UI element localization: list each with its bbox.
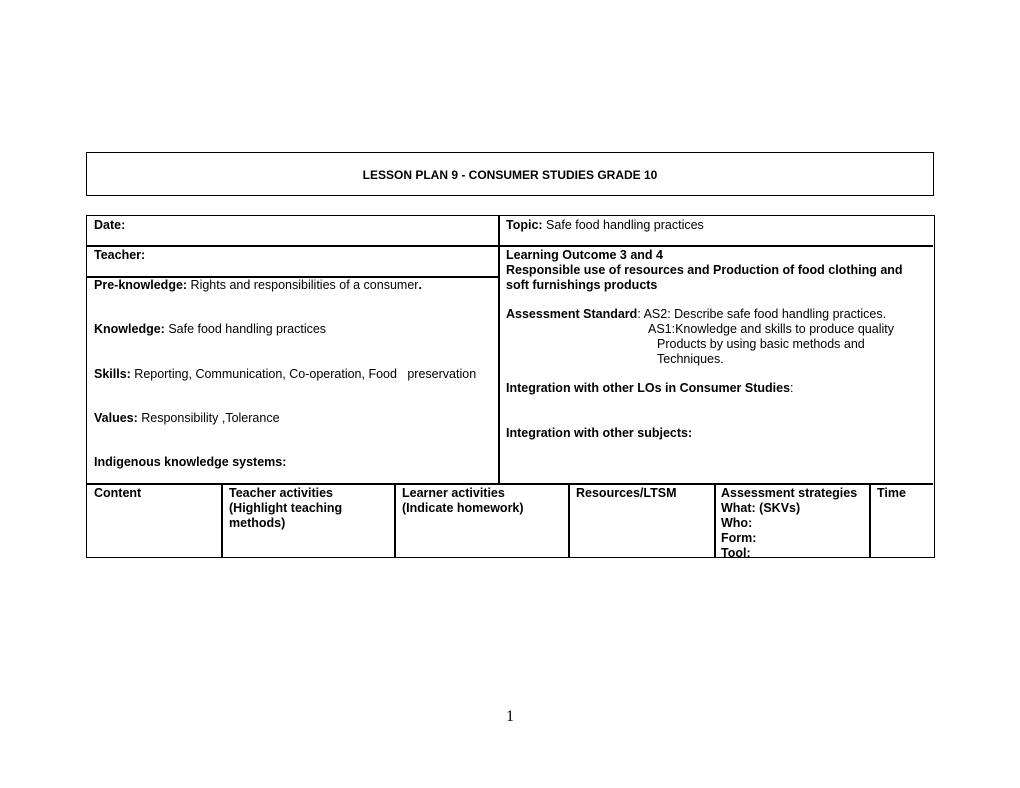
topic-line (506, 218, 704, 233)
skills-label: Skills: (94, 367, 131, 381)
title-box (86, 152, 934, 196)
column-header-learner-line1: Learner activities (402, 486, 505, 500)
integration-lo-colon: : (790, 381, 794, 395)
assessment-standard-line4: Techniques. (657, 352, 724, 366)
values-line (94, 411, 280, 426)
learning-outcome-line2: Responsible use of resources and Production of food clothing and (506, 263, 903, 277)
column-header-resources: Resources/LTSM (576, 486, 677, 500)
topic-value: Safe food handling practices (542, 218, 704, 232)
page-title: LESSON PLAN 9 - CONSUMER STUDIES GRADE 10 (362, 168, 658, 182)
column-header-teacher-line3: methods) (229, 516, 286, 530)
column-header-assessment-line5: Tool: (721, 546, 751, 560)
learning-outcome-line3: soft furnishings products (506, 278, 658, 292)
column-header-time: Time (877, 486, 906, 500)
date-label: Date: (94, 218, 126, 232)
preknowledge-label: Pre-knowledge: (94, 278, 188, 292)
assessment-standard-line3: Products by using basic methods and (657, 337, 865, 351)
knowledge-label: Knowledge: (94, 322, 165, 336)
page-number: 1 (506, 708, 514, 725)
column-header-content: Content (94, 486, 142, 500)
col-divider-1 (221, 484, 223, 557)
skills-value: Reporting, Communication, Co-operation, Food preservation (130, 367, 477, 381)
assessment-standard-as2: : AS2: Describe safe food handling practices. (637, 307, 887, 321)
iks-label: Indigenous knowledge systems: (94, 455, 287, 469)
preknowledge-value: Rights and responsibilities of a consumer (187, 278, 419, 292)
column-header-teacher-line1: Teacher activities (229, 486, 333, 500)
teacher-label: Teacher: (94, 248, 146, 262)
column-header-learner-line2: (Indicate homework) (402, 501, 524, 515)
integration-subjects-label: Integration with other subjects: (506, 426, 693, 440)
column-header-assessment-line3: Who: (721, 516, 753, 530)
preknowledge-end: . (418, 278, 422, 292)
divider-date-row (87, 245, 933, 247)
column-header-assessment-line4: Form: (721, 531, 757, 545)
assessment-standard-line1 (506, 307, 886, 322)
divider-vertical-main (498, 216, 500, 484)
learning-outcome-line1: Learning Outcome 3 and 4 (506, 248, 663, 262)
divider-columns-row (87, 483, 933, 485)
assessment-standard-label: Assessment Standard (506, 307, 638, 321)
knowledge-line (94, 322, 326, 337)
integration-lo-line (506, 381, 794, 396)
skills-line (94, 367, 476, 382)
knowledge-value: Safe food handling practices (164, 322, 327, 336)
preknowledge-line (94, 278, 422, 293)
col-divider-4 (714, 484, 716, 557)
topic-label: Topic: (506, 218, 543, 232)
lesson-plan-table (86, 215, 935, 558)
col-divider-2 (394, 484, 396, 557)
col-divider-5 (869, 484, 871, 557)
integration-lo-label: Integration with other LOs in Consumer Studies (506, 381, 791, 395)
column-header-assessment-line1: Assessment strategies (721, 486, 858, 500)
column-header-teacher-line2: (Highlight teaching (229, 501, 343, 515)
col-divider-3 (568, 484, 570, 557)
column-header-assessment-line2: What: (SKVs) (721, 501, 801, 515)
assessment-standard-line2: AS1:Knowledge and skills to produce quality (648, 322, 894, 336)
values-label: Values: (94, 411, 138, 425)
values-value: Responsibility ,Tolerance (137, 411, 280, 425)
